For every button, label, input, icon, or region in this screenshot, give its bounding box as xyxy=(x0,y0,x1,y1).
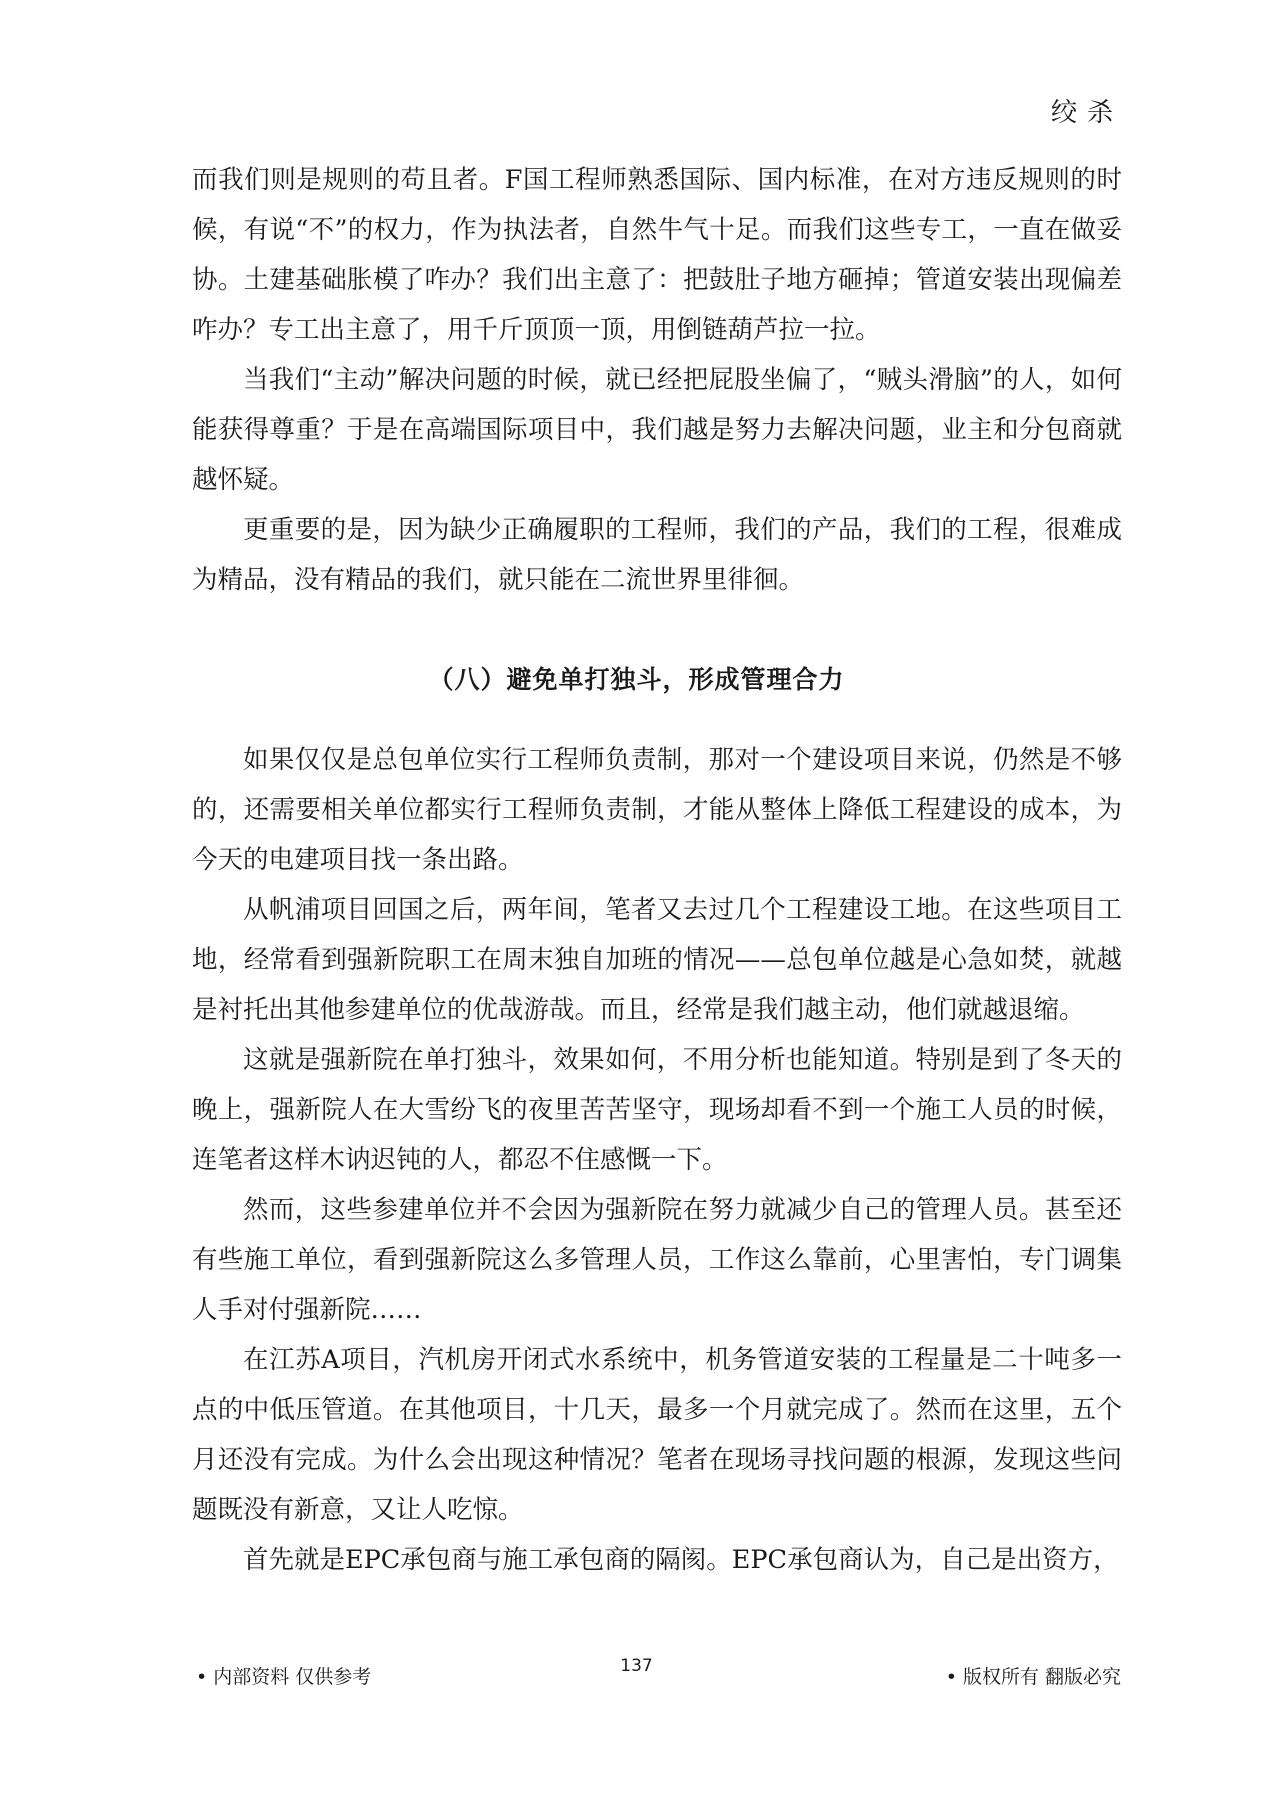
paragraph: 而我们则是规则的苟且者。F国工程师熟悉国际、国内标准，在对方违反规则的时候，有说“不”的权力，作为执法者，自然牛气十足。而我们这些专工，一直在做妥协。土建基础胀模了咋办？我们出主意了：把鼓肚子地方砸掉；管道安装出现偏差咋办？专工出主意了，用千斤顶顶一顶，用倒链葫芦拉一拉。 xyxy=(192,165,1122,345)
running-header-title: 绞杀 xyxy=(1050,98,1123,128)
footer-copyright-note: • 版权所有 翻版必究 xyxy=(945,1666,1121,1688)
paragraph: 然而，这些参建单位并不会因为强新院在努力就减少自己的管理人员。甚至还有些施工单位，看到强新院这么多管理人员，工作这么靠前，心里害怕，专门调集人手对付强新院…… xyxy=(192,1195,1122,1325)
page-number: 137 xyxy=(620,1656,653,1676)
paragraph: 这就是强新院在单打独斗，效果如何，不用分析也能知道。特别是到了冬天的晚上，强新院人在大雪纷飞的夜里苦苦坚守，现场却看不到一个施工人员的时候，连笔者这样木讷迟钝的人，都忍不住感慨一下。 xyxy=(192,1045,1122,1175)
paragraph: 更重要的是，因为缺少正确履职的工程师，我们的产品，我们的工程，很难成为精品，没有精品的我们，就只能在二流世界里徘徊。 xyxy=(192,515,1122,595)
paragraph: 首先就是EPC承包商与施工承包商的隔阂。EPC承包商认为，自己是出资方， xyxy=(243,1545,1119,1575)
body-text-after-heading xyxy=(192,735,1122,1585)
body-text-before-heading xyxy=(192,155,1122,605)
paragraph: 当我们“主动”解决问题的时候，就已经把屁股坐偏了，“贼头滑脑”的人，如何能获得尊重？于是在高端国际项目中，我们越是努力去解决问题，业主和分包商就越怀疑。 xyxy=(192,365,1122,495)
footer-internal-note: • 内部资料 仅供参考 xyxy=(196,1666,372,1688)
paragraph: 在江苏A项目，汽机房开闭式水系统中，机务管道安装的工程量是二十吨多一点的中低压管道。在其他项目，十几天，最多一个月就完成了。然而在这里，五个月还没有完成。为什么会出现这种情况？笔者在现场寻找问题的根源，发现这些问题既没有新意，又让人吃惊。 xyxy=(192,1345,1122,1525)
section-heading: （八）避免单打独斗，形成管理合力 xyxy=(428,665,845,694)
paragraph: 如果仅仅是总包单位实行工程师负责制，那对一个建设项目来说，仍然是不够的，还需要相关单位都实行工程师负责制，才能从整体上降低工程建设的成本，为今天的电建项目找一条出路。 xyxy=(192,745,1122,875)
paragraph: 从帆浦项目回国之后，两年间，笔者又去过几个工程建设工地。在这些项目工地，经常看到强新院职工在周末独自加班的情况——总包单位越是心急如焚，就越是衬托出其他参建单位的优哉游哉。而且，经常是我们越主动，他们就越退缩。 xyxy=(192,895,1122,1025)
